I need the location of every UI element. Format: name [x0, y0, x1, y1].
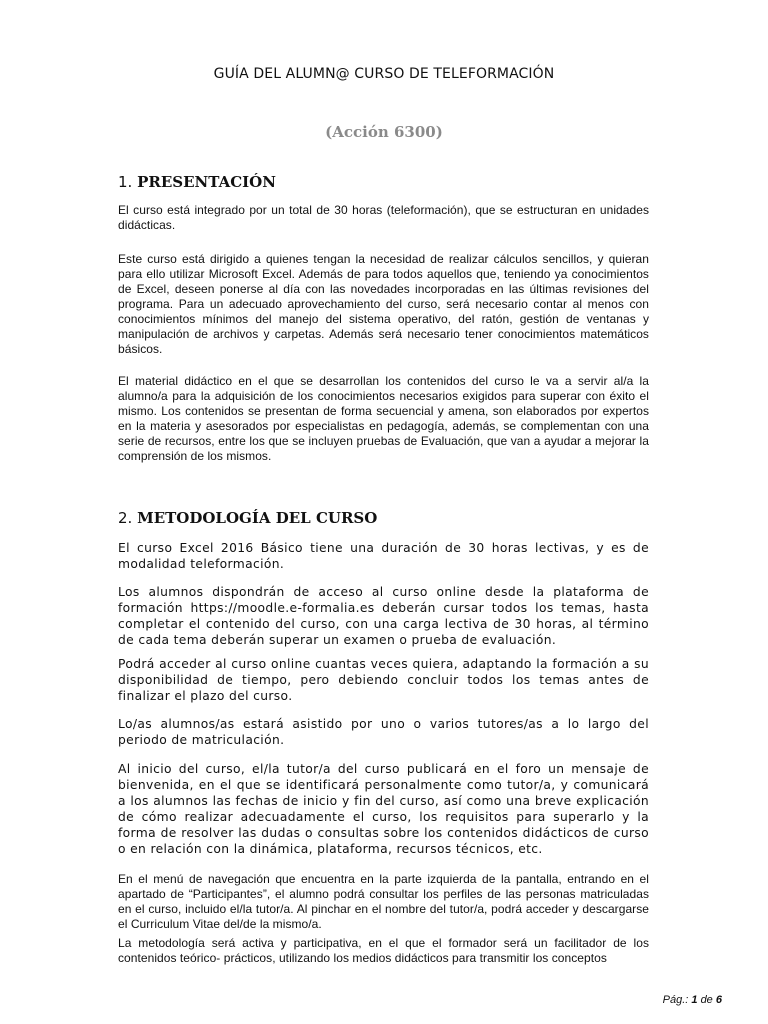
section-2-heading: [118, 509, 377, 527]
section-1-title: PRESENTACIÓN: [137, 173, 276, 191]
section-2-paragraph: Lo/as alumnos/as estará asistido por uno o varios tutores/as a lo largo del periodo de matriculación.: [118, 717, 649, 748]
section-2-title: METODOLOGÍA DEL CURSO: [137, 509, 378, 527]
section-1-paragraph: Este curso está dirigido a quienes tengan la necesidad de realizar cálculos sencillos, y quieran para ello utilizar Microsoft Excel. Además de para todos aquellos que, teniendo ya conocimientos de Excel, deseen ponerse al día con las novedades incorporadas en las últimas revisiones del programa. Para un adecuado aprovechamiento del curso, será necesario contar al menos con conocimientos mínimos del manejo del sistema operativo, del ratón, gestión de ventanas y manipulación de archivos y carpetas. Además será necesario tener conocimientos matemáticos básicos.: [118, 252, 649, 356]
section-2-paragraph: Los alumnos dispondrán de acceso al curso online desde la plataforma de formación https://moodle.e-formalia.es deberán cursar todos los temas, hasta completar el contenido del curso, con una carga lectiva de 30 horas, al término de cada tema deberán superar un examen o prueba de evaluación.: [118, 585, 649, 648]
section-2-paragraph: El curso Excel 2016 Básico tiene una duración de 30 horas lectivas, y es de modalidad teleformación.: [118, 541, 649, 572]
section-2-paragraph: En el menú de navegación que encuentra en la parte izquierda de la pantalla, entrando en el apartado de “Participantes”, el alumno podrá consultar los perfiles de las personas matriculadas en el curso, incluido el/la tutor/a. Al pinchar en el nombre del tutor/a, podrá acceder y descargarse el Curriculum Vitae del/de la mismo/a.: [118, 872, 649, 931]
section-1-heading: [118, 173, 276, 191]
page-of-label: de: [700, 994, 713, 1006]
total-pages: 6: [715, 994, 722, 1006]
section-2-paragraph: Al inicio del curso, el/la tutor/a del curso publicará en el foro un mensaje de bienvenida, en el que se identificará personalmente como tutor/a, y comunicará a los alumnos las fechas de inicio y fin del curso, así como una breve explicación de cómo realizar adecuadamente el curso, los requisitos para superarlo y la forma de resolver las dudas o consultas sobre los contenidos didácticos de curso o en relación con la dinámica, plataforma, recursos técnicos, etc.: [118, 762, 649, 857]
section-2-paragraph: La metodología será activa y participativa, en el que el formador será un facilitador de los contenidos teórico- prácticos, utilizando los medios didácticos para transmitir los conceptos: [118, 936, 649, 965]
page-number-footer: [663, 994, 722, 1006]
document-header-title: GUÍA DEL ALUMN@ CURSO DE TELEFORMACIÓN: [213, 66, 555, 82]
current-page: 1: [691, 994, 698, 1006]
section-2-paragraph: Podrá acceder al curso online cuantas veces quiera, adaptando la formación a su disponibilidad de tiempo, pero debiendo concluir todos los temas antes de finalizar el plazo del curso.: [118, 657, 649, 704]
section-1-number: 1.: [118, 173, 133, 191]
page-label: Pág.:: [662, 994, 689, 1006]
section-2-number: 2.: [118, 509, 133, 527]
section-1-paragraph: El material didáctico en el que se desarrollan los contenidos del curso le va a servir al/a la alumno/a para la adquisición de los conocimientos necesarios exigidos para superar con éxito el mismo. Los contenidos se presentan de forma secuencial y amena, son elaborados por expertos en la materia y asesorados por especialistas en pedagogía, además, se complementan con una serie de recursos, entre los que se incluyen pruebas de Evaluación, que van a ayudar a mejorar la comprensión de los mismos.: [118, 374, 649, 463]
action-code: (Acción 6300): [325, 123, 443, 141]
section-1-paragraph: El curso está integrado por un total de 30 horas (teleformación), que se estructuran en unidades didácticas.: [118, 203, 649, 232]
